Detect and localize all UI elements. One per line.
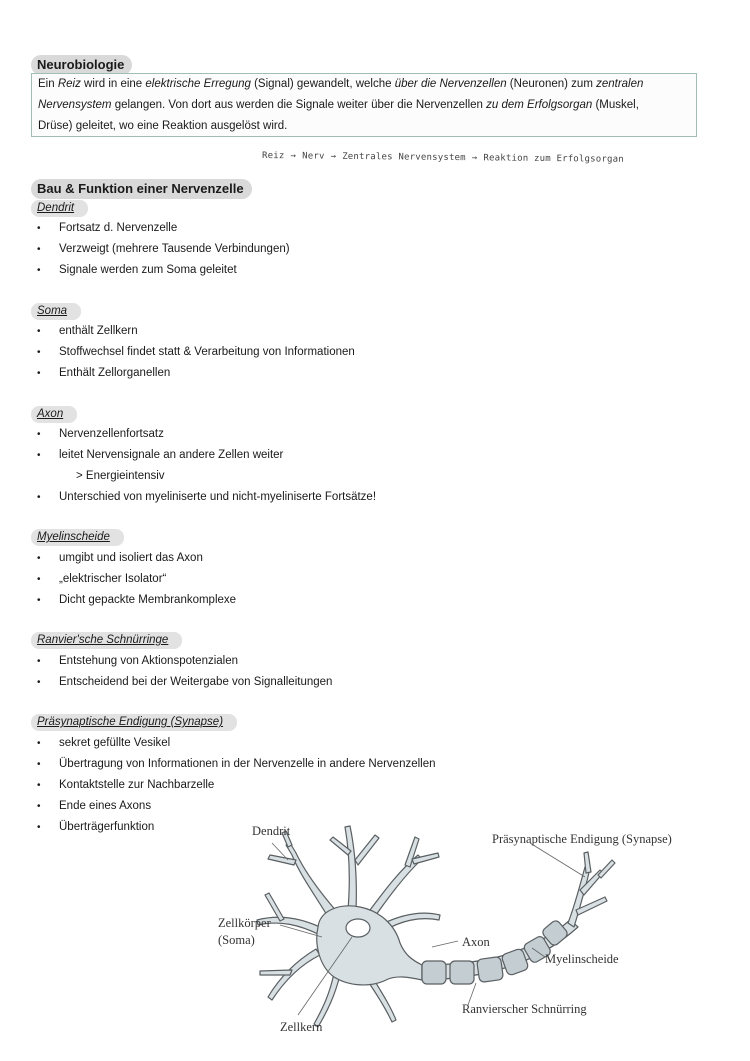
label-soma: (Soma) [218,933,255,947]
leader-line-axon [432,941,458,947]
flow-step: Reiz [261,151,285,162]
heading-synapse: Präsynaptische Endigung (Synapse) [31,714,237,731]
intro-line-3: Drüse) geleitet, wo eine Reaktion ausgelöst wird. [38,120,288,132]
myelin-segment [477,956,504,982]
label-synapse: Präsynaptische Endigung (Synapse) [492,832,672,846]
label-zellkern: Zellkern [280,1020,323,1034]
list-myelinscheide [31,548,236,611]
list-item: • Kontaktstelle zur Nachbarzelle [31,775,436,796]
list-item: • Signale werden zum Soma geleitet [31,260,290,281]
list-axon [31,424,376,508]
list-item: • Verzweigt (mehrere Tausende Verbindungen) [31,239,290,260]
list-item: • „elektrischer Isolator“ [31,569,236,590]
list-item: • leitet Nervensignale an andere Zellen weiter [31,445,376,466]
heading-axon: Axon [31,406,77,423]
intro-em-erregung: elektrische Erregung [145,78,251,90]
myelin-segment [422,961,446,984]
intro-box [31,73,697,137]
intro-em-reiz: Reiz [57,78,81,90]
intro-line-2 [38,95,690,116]
intro-text: (Muskel, [592,99,639,111]
label-myelinscheide: Myelinscheide [545,952,619,966]
intro-text: (Neuronen) zum [506,78,597,90]
intro-text: wird in eine [80,78,146,90]
list-item: • Entscheidend bei der Weitergabe von Signalleitungen [31,672,332,693]
list-item: • Unterschied von myeliniserte und nicht-myeliniserte Fortsätze! [31,487,376,508]
label-axon: Axon [462,935,490,949]
intro-line-1 [38,74,690,95]
list-item: • Überträgerfunktion [31,817,436,838]
intro-text: Ein [38,78,58,90]
flow-sequence [262,151,630,165]
arrow-icon: → [471,153,478,164]
arrow-icon: → [290,151,297,162]
heading-ranvier: Ranvier'sche Schnürringe [31,632,182,649]
list-item: • Stoffwechsel findet statt & Verarbeitung von Informationen [31,342,355,363]
list-item: • Enthält Zellorganellen [31,363,355,384]
neuron-diagram [200,815,720,1045]
list-dendrit [31,218,290,281]
list-subitem: > Energieintensiv [76,470,165,482]
list-ranvier [31,651,332,693]
intro-em-erfolgsorgan: zu dem Erfolgsorgan [486,99,593,111]
heading-myelinscheide: Myelinscheide [31,529,124,546]
dendrite-branch [412,853,439,864]
axon-terminal [568,867,590,927]
flow-step: Nerv [302,151,325,162]
dendrite-branch [345,826,356,910]
heading-soma: Soma [31,303,81,320]
dendrite-branch [314,973,340,1027]
list-item: • Dicht gepackte Membrankomplexe [31,590,236,611]
list-item: • umgibt und isoliert das Axon [31,548,236,569]
section-title-neurobiologie: Neurobiologie [31,55,132,75]
label-ranvier: Ranvierscher Schnürring [462,1002,587,1016]
list-soma [31,321,355,384]
list-item: • sekret gefüllte Vesikel [31,733,436,754]
intro-em-nervensystem: Nervensystem [38,99,112,111]
myelin-segment [450,961,474,984]
label-zellkoerper: Zellkörper [218,916,271,930]
leader-line-synapse [530,843,585,877]
nucleus [346,919,370,937]
list-item: • Ende eines Axons [31,796,436,817]
dendrite-branch [260,970,292,975]
list-item: • Nervenzellenfortsatz [31,424,376,445]
intro-em-zentralen: zentralen [596,78,644,90]
intro-text: gelangen. Von dort aus werden die Signale weiter über die Nervenzellen [111,99,487,111]
arrow-icon: → [330,151,337,162]
flow-step: Reaktion zum Erfolgsorgan [483,153,624,165]
intro-em-ueber: über die Nervenzellen [394,78,507,90]
dendrite-branch [268,855,296,865]
label-dendrit: Dendrit [252,824,291,838]
list-item: • Entstehung von Aktionspotenzialen [31,651,332,672]
intro-text: (Signal) gewandelt, welche [250,78,395,90]
section-title-bau-funktion: Bau & Funktion einer Nervenzelle [31,179,252,199]
dendrite-branch [355,835,379,865]
flow-step: Zentrales Nervensystem [342,151,466,164]
list-item: • Fortsatz d. Nervenzelle [31,218,290,239]
heading-dendrit: Dendrit [31,200,88,217]
list-item: • enthält Zellkern [31,321,355,342]
dendrite-branch [286,843,338,920]
list-item: • Übertragung von Informationen in der Nervenzelle in andere Nervenzellen [31,754,436,775]
axon-terminal [598,860,615,878]
